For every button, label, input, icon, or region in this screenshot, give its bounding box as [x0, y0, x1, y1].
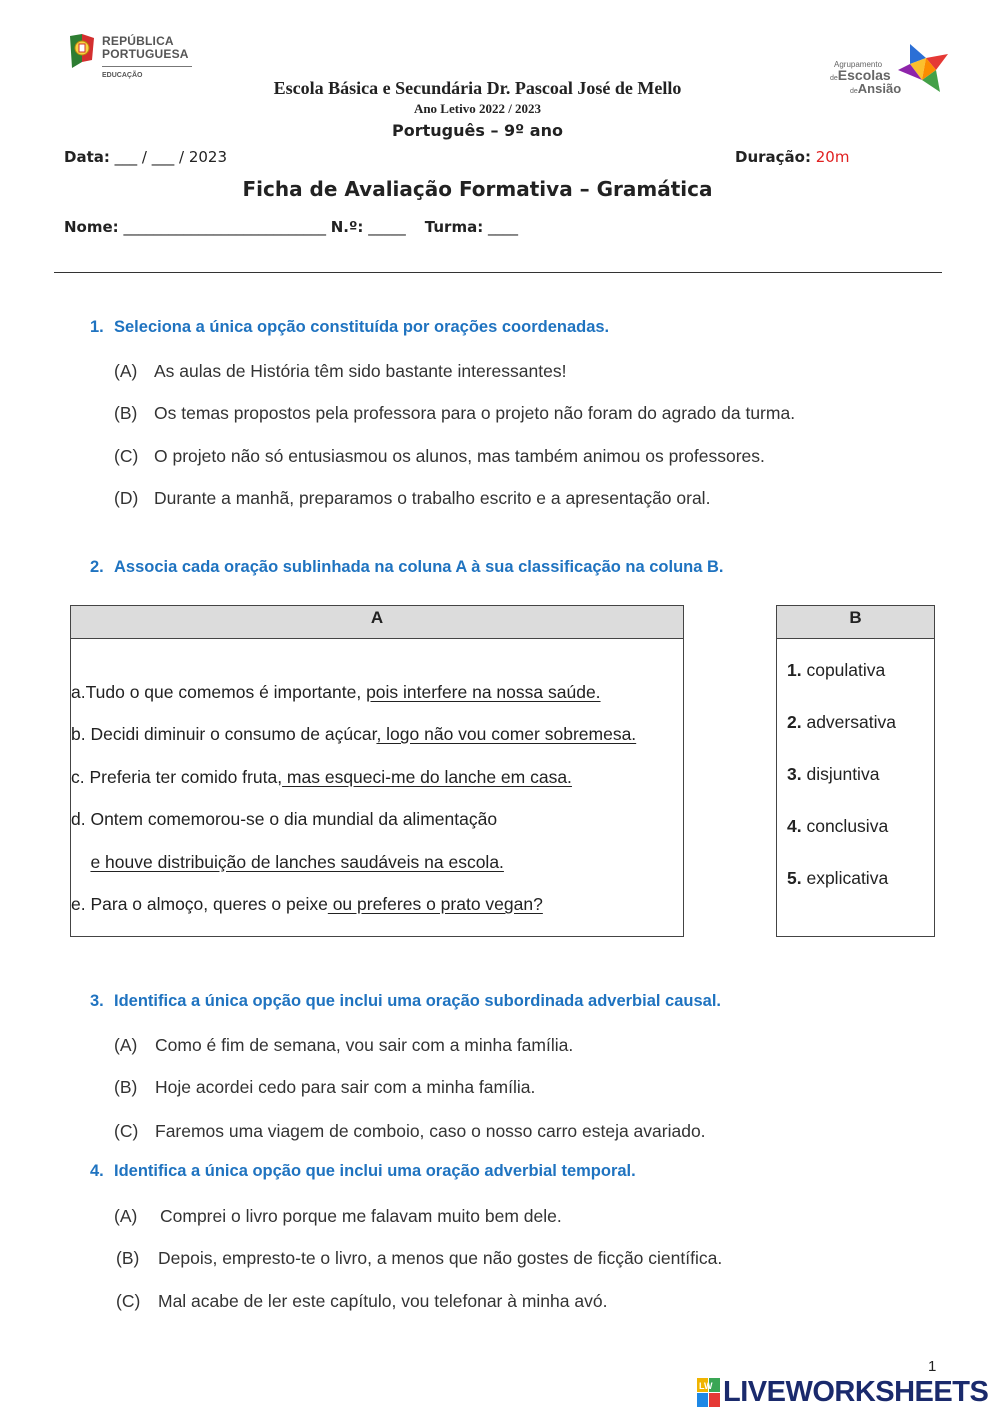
coat-of-arms-icon	[66, 32, 98, 72]
column-a-row[interactable]	[71, 682, 601, 703]
row-underlined-clause: ou preferes o prato vegan?	[327, 894, 543, 914]
question-2-title	[90, 558, 724, 577]
row-plain-text: a.Tudo o que comemos é importante,	[71, 682, 367, 702]
column-b-row[interactable]	[787, 712, 896, 733]
option-label: (C)	[116, 1291, 141, 1311]
option-label: (B)	[116, 1248, 140, 1268]
column-b-row[interactable]	[787, 816, 888, 837]
option-label: (B)	[114, 1077, 138, 1097]
school-logo-line1: Agrupamento	[834, 60, 883, 69]
school-year: Ano Letivo 2022 / 2023	[413, 101, 542, 116]
row-underlined-clause: mas esqueci-me do lanche em casa.	[282, 767, 572, 787]
liveworksheets-icon	[697, 1378, 721, 1408]
option-text: Comprei o livro porque me falavam muito bem dele.	[160, 1206, 562, 1226]
row-text: adversativa	[801, 712, 896, 732]
sheet-title: Ficha de Avaliação Formativa – Gramática	[242, 177, 713, 201]
q3-option-a[interactable]	[114, 1035, 573, 1056]
option-label: (C)	[114, 446, 139, 466]
option-label: (C)	[114, 1121, 139, 1141]
name-label: Nome:	[64, 218, 119, 236]
question-text: Identifica a única opção que inclui uma oração subordinada adverbial causal.	[114, 992, 722, 1010]
header-divider	[54, 272, 942, 273]
question-number: 4.	[90, 1162, 104, 1180]
gov-logo-rule	[102, 66, 192, 67]
q4-option-c[interactable]	[116, 1291, 607, 1312]
gov-logo-line3: EDUCAÇÃO	[102, 72, 143, 79]
school-logo-line3: Ansião	[857, 81, 902, 96]
date-label: Data:	[64, 148, 110, 166]
row-plain-text: e. Para o almoço, queres o peixe	[71, 894, 328, 914]
column-b-row[interactable]	[787, 868, 888, 889]
date-field	[64, 148, 227, 166]
column-b-row[interactable]	[787, 660, 885, 681]
q1-option-d[interactable]	[114, 488, 710, 509]
option-text: Faremos uma viagem de comboio, caso o nosso carro esteja avariado.	[155, 1121, 706, 1141]
class-label: Turma:	[424, 218, 484, 236]
question-number: 3.	[90, 992, 104, 1010]
option-text: Como é fim de semana, vou sair com a minha família.	[155, 1035, 574, 1055]
option-text: O projeto não só entusiasmou os alunos, mas também animou os professores.	[154, 446, 765, 466]
column-b-row[interactable]	[787, 764, 879, 785]
row-number: 2.	[787, 712, 802, 732]
number-label: N.º:	[330, 218, 364, 236]
option-text: As aulas de História têm sido bastante interessantes!	[154, 361, 567, 381]
q1-option-a[interactable]	[114, 361, 566, 382]
question-number: 1.	[90, 318, 104, 336]
question-text: Seleciona a única opção constituída por orações coordenadas.	[114, 318, 610, 336]
row-number: 3.	[787, 764, 802, 784]
q4-option-a[interactable]	[114, 1206, 562, 1227]
q1-option-b[interactable]	[114, 403, 795, 424]
class-blank[interactable]: ____	[483, 218, 518, 236]
row-plain-text: b. Decidi diminuir o consumo de açúcar	[71, 724, 377, 744]
column-a-row[interactable]	[71, 894, 543, 915]
option-label: (A)	[114, 1206, 138, 1226]
q1-option-c[interactable]	[114, 446, 765, 467]
duration-field	[735, 148, 849, 166]
icon-letter-l: LW	[699, 1381, 713, 1391]
option-text: Hoje acordei cedo para sair com a minha família.	[155, 1077, 536, 1097]
liveworksheets-text: LIVEWORKSHEETS	[723, 1376, 989, 1408]
row-text: copulativa	[801, 660, 886, 680]
option-text: Depois, empresto-te o livro, a menos que não gostes de ficção científica.	[158, 1248, 723, 1268]
column-b-header: B	[777, 606, 934, 639]
question-1-title	[90, 318, 609, 337]
gov-logo-line2: PORTUGUESA	[102, 47, 189, 61]
school-name: Escola Básica e Secundária Dr. Pascoal José de Mello	[273, 78, 682, 98]
column-a-row-continuation[interactable]	[71, 852, 504, 873]
row-plain-text: d. Ontem comemorou-se o dia mundial da alimentação	[71, 809, 498, 829]
date-value: ___ / ___ / 2023	[109, 148, 227, 166]
row-text: explicativa	[801, 868, 889, 888]
row-plain-text: c. Preferia ter comido fruta,	[71, 767, 283, 787]
row-indent	[71, 852, 90, 872]
q4-option-b[interactable]	[116, 1248, 722, 1269]
question-number: 2.	[90, 558, 104, 576]
option-text: Mal acabe de ler este capítulo, vou telefonar à minha avó.	[158, 1291, 608, 1311]
question-text: Identifica a única opção que inclui uma oração adverbial temporal.	[114, 1162, 636, 1180]
school-logo-de2: de	[850, 88, 858, 95]
school-logo-de1: de	[830, 75, 838, 82]
q3-option-c[interactable]	[114, 1121, 706, 1142]
option-label: (B)	[114, 403, 138, 423]
school-logo-line2: Escolas	[837, 67, 891, 83]
gov-logo-text	[102, 35, 189, 61]
q3-option-b[interactable]	[114, 1077, 535, 1098]
column-a-row[interactable]	[71, 724, 636, 745]
option-label: (A)	[114, 1035, 138, 1055]
column-a-header: A	[71, 606, 683, 639]
row-underlined-clause: pois interfere na nossa saúde.	[366, 682, 601, 702]
column-a-row[interactable]	[71, 767, 572, 788]
row-number: 1.	[787, 660, 802, 680]
student-info-line	[64, 218, 518, 236]
duration-value: 20m	[815, 148, 850, 166]
row-underlined-clause: , logo não vou comer sobremesa.	[376, 724, 637, 744]
number-blank[interactable]: _____	[363, 218, 425, 236]
question-4-title	[90, 1162, 636, 1181]
column-b-table	[776, 605, 935, 937]
question-text: Associa cada oração sublinhada na coluna A à sua classificação na coluna B.	[114, 558, 724, 576]
row-number: 4.	[787, 816, 802, 836]
option-text: Durante a manhã, preparamos o trabalho escrito e a apresentação oral.	[154, 488, 711, 508]
column-a-row[interactable]	[71, 809, 497, 830]
duration-label: Duração:	[735, 148, 811, 166]
option-label: (A)	[114, 361, 138, 381]
column-a-table	[70, 605, 684, 937]
row-underlined-clause: e houve distribuição de lanches saudáveis na escola.	[90, 852, 504, 872]
row-number: 5.	[787, 868, 802, 888]
question-3-title	[90, 992, 721, 1011]
subject: Português – 9º ano	[392, 121, 563, 140]
row-text: conclusiva	[801, 816, 889, 836]
page-number: 1	[928, 1358, 937, 1375]
name-blank[interactable]: ___________________________	[118, 218, 331, 236]
row-text: disjuntiva	[801, 764, 880, 784]
gov-logo-line1: REPÚBLICA	[102, 34, 174, 48]
option-label: (D)	[114, 488, 139, 508]
option-text: Os temas propostos pela professora para o projeto não foram do agrado da turma.	[154, 403, 796, 423]
